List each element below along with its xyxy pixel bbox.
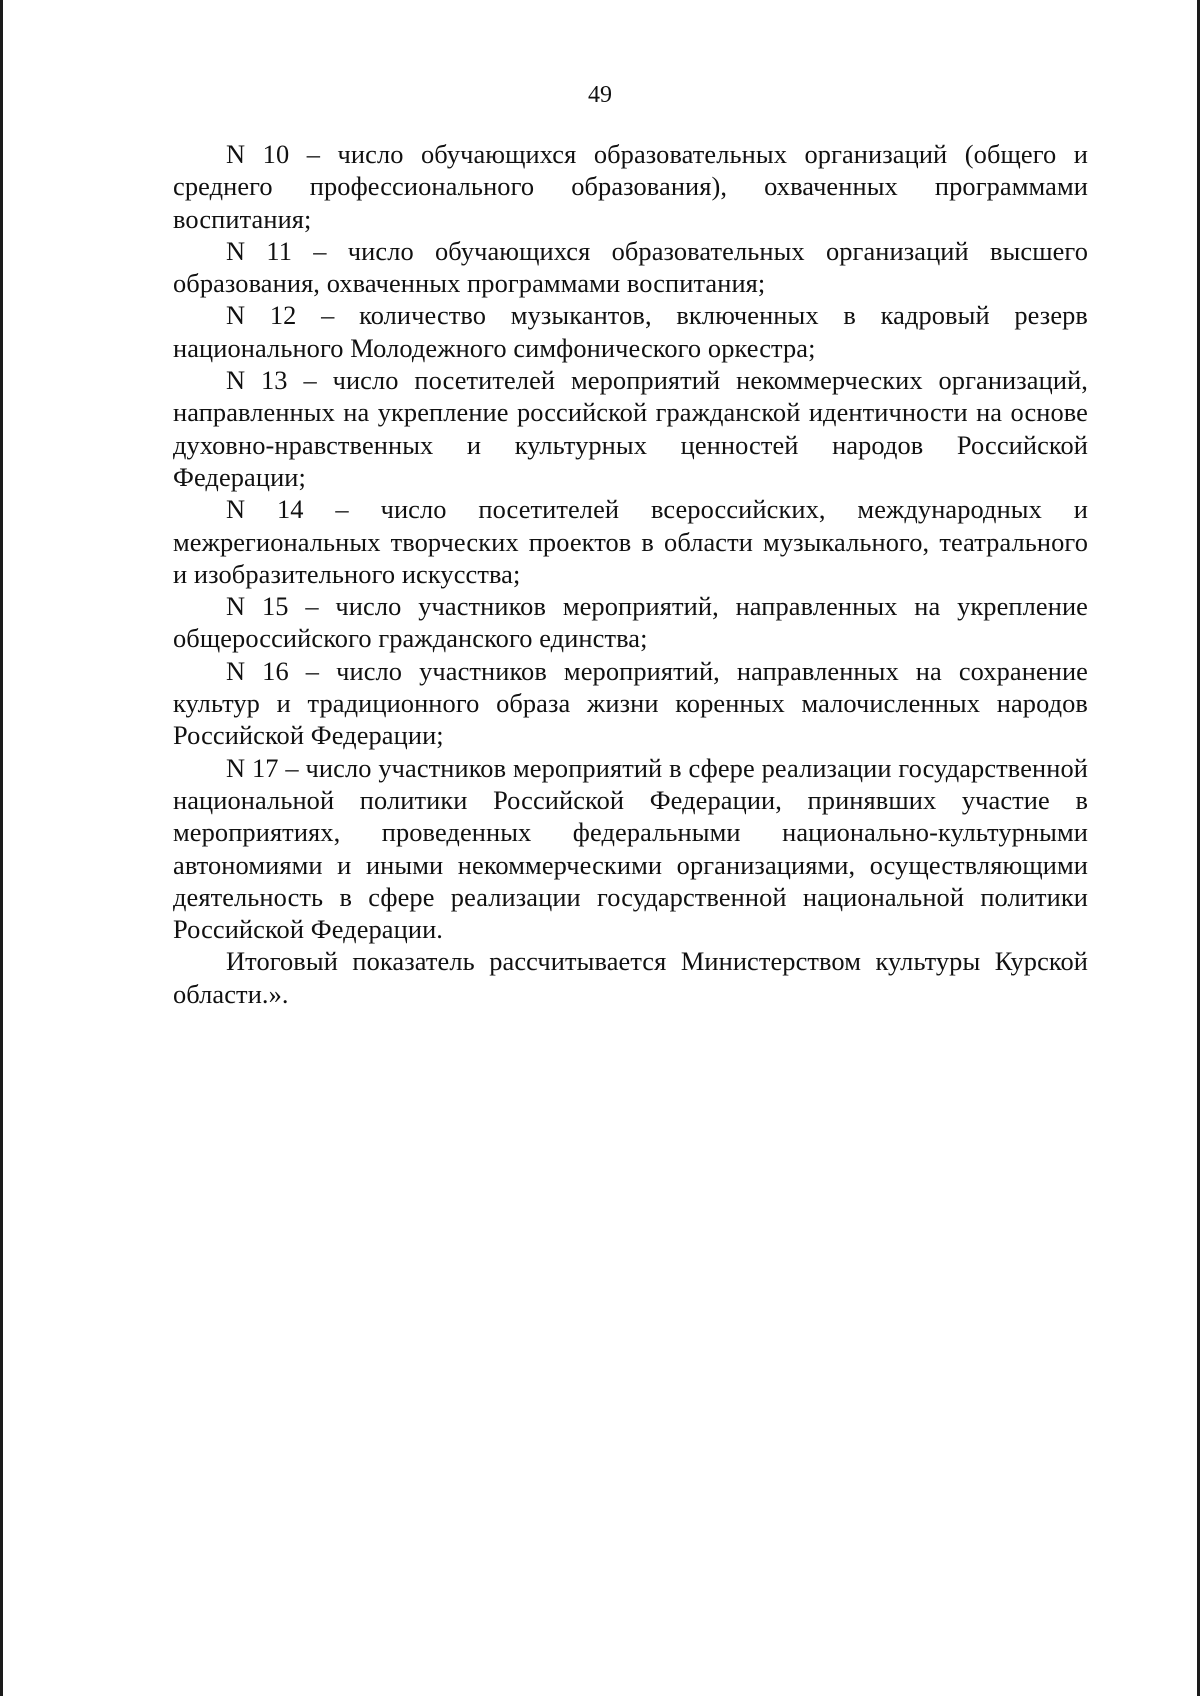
page-number: 49 — [588, 82, 612, 108]
document-body — [173, 138, 1088, 1010]
paragraph-n10: N 10 – число обучающихся образовательных организаций (общего и среднего профессионального образования), охваченных программами воспитания; — [173, 139, 1088, 234]
paragraph-n17: N 17 – число участников мероприятий в сфере реализации государственной национальной политики Российской Федерации, принявших участие в мероприятиях, проведенных федеральными национально-культурными автономиями и иными некоммерческими организациями, осуществляющими деятельность в сфере реализации государственной национальной политики Российской Федерации. — [173, 752, 1088, 945]
paragraph-n13: N 13 – число посетителей мероприятий некоммерческих организаций, направленных на укрепление российской гражданской идентичности на основе духовно-нравственных и культурных ценностей народов Российской Федерации; — [173, 365, 1088, 492]
paragraph-conclusion: Итоговый показатель рассчитывается Министерством культуры Курской области.». — [173, 946, 1088, 1009]
paragraph-n15: N 15 – число участников мероприятий, направленных на укрепление общероссийского гражданского единства; — [173, 591, 1088, 654]
scan-border-left — [0, 0, 3, 1696]
paragraph-n16: N 16 – число участников мероприятий, направленных на сохранение культур и традиционного образа жизни коренных малочисленных народов Российской Федерации; — [173, 655, 1088, 751]
paragraph-n11: N 11 – число обучающихся образовательных организаций высшего образования, охваченных программами воспитания; — [173, 235, 1088, 299]
paragraph-n14: N 14 – число посетителей всероссийских, международных и межрегиональных творческих проектов в области музыкального, театрального и изобразительного искусства; — [173, 494, 1088, 589]
paragraph-n12: N 12 – количество музыкантов, включенных в кадровый резерв национального Молодежного симфонического оркестра; — [173, 300, 1088, 363]
